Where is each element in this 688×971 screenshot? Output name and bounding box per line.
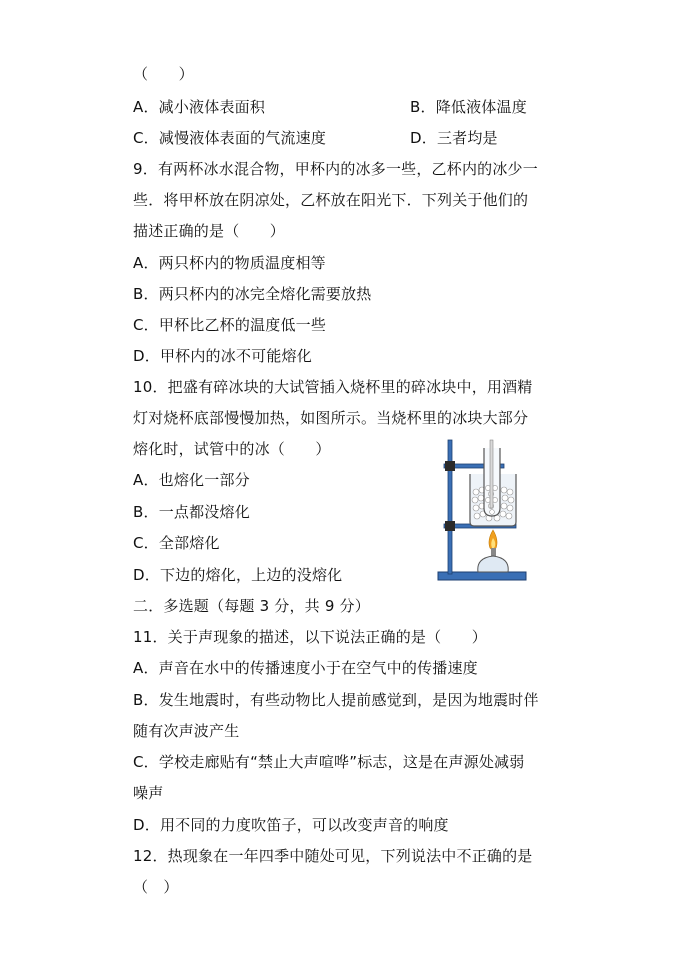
text-line-21: 随有次声波产生 (133, 722, 240, 740)
text-line-8: C．甲杯比乙杯的温度低一些 (133, 316, 327, 334)
text-line-14: B．一点都没熔化 (133, 503, 250, 521)
heating-apparatus-diagram (434, 412, 530, 584)
text-line-0: （ ） (133, 65, 194, 83)
text-line-3: 9．有两杯冰水混合物，甲杯内的冰多一些，乙杯内的冰少一 (133, 160, 538, 178)
stand-pole (448, 440, 452, 574)
text-line-20: B．发生地震时，有些动物比人提前感觉到，是因为地震时伴 (133, 691, 539, 709)
text-line-4: 些．将甲杯放在阴凉处，乙杯放在阳光下．下列关于他们的 (133, 191, 529, 209)
text-line-6: A．两只杯内的物质温度相等 (133, 254, 326, 272)
text-line-19: A．声音在水中的传播速度小于在空气中的传播速度 (133, 659, 478, 677)
text-line-9: D．甲杯内的冰不可能熔化 (133, 347, 312, 365)
text-line-15: C．全部熔化 (133, 534, 220, 552)
lower-clamp-knob (445, 521, 455, 531)
text-line-26: （ ） (133, 878, 179, 896)
lamp-wick-holder (491, 548, 496, 556)
text-line-13: A．也熔化一部分 (133, 471, 250, 489)
text-line-2: C．减慢液体表面的气流速度 (133, 129, 327, 147)
alcohol-lamp (478, 556, 508, 572)
right-option-line-0: B．降低液体温度 (410, 98, 527, 116)
text-line-18: 11．关于声现象的描述，以下说法正确的是（ ） (133, 628, 487, 646)
text-line-11: 灯对烧杯底部慢慢加热，如图所示。当烧杯里的冰块大部分 (133, 409, 529, 427)
upper-clamp-knob (445, 461, 455, 471)
text-line-7: B．两只杯内的冰完全熔化需要放热 (133, 285, 372, 303)
text-line-25: 12．热现象在一年四季中随处可见，下列说法中不正确的是 (133, 847, 533, 865)
text-line-1: A．减小液体表面积 (133, 98, 266, 116)
text-line-17: 二．多选题（每题 3 分，共 9 分） (133, 597, 370, 615)
text-line-12: 熔化时，试管中的冰（ ） (133, 440, 331, 458)
text-line-23: 噪声 (133, 784, 164, 802)
text-line-24: D．用不同的力度吹笛子，可以改变声音的响度 (133, 816, 449, 834)
thermometer (490, 440, 493, 508)
text-line-5: 描述正确的是（ ） (133, 222, 286, 240)
text-line-10: 10．把盛有碎冰块的大试管插入烧杯里的碎冰块中，用酒精 (133, 378, 533, 396)
text-line-16: D．下边的熔化，上边的没熔化 (133, 566, 343, 584)
text-line-22: C．学校走廊贴有“禁止大声喧哗”标志，这是在声源处减弱 (133, 753, 525, 771)
right-option-line-1: D．三者均是 (410, 129, 498, 147)
